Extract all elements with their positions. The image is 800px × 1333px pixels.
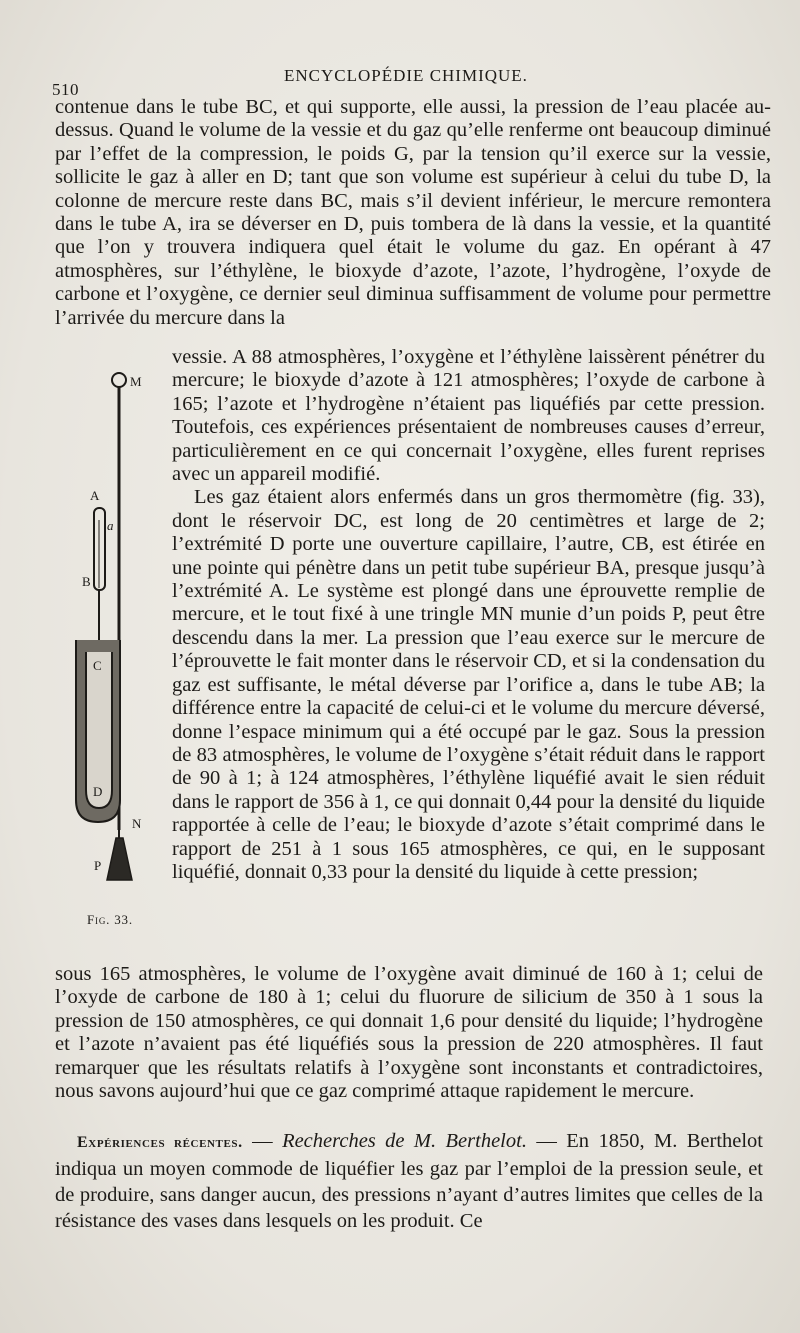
rod-ring: [112, 373, 126, 387]
paragraph-wrap-2: Les gaz étaient alors enfermés dans un gros thermomètre (fig. 33), dont le réservoir DC, est long de 20 centimètres et large de 2; l’extrémité D porte une ouverture capillaire, l’autre, CB, est étirée en une pointe qui pénètre dans un petit tube supérieur BA, presque jusqu’à l’extrémité A. Le système est plongé dans une éprouvette remplie de mercure, et le tout fixé à une tringle MN munie d’un poids P, peut être descendu dans la mer. La pression que l’eau exerce sur le mercure de l’éprouvette le fait monter dans le réservoir CD, et si la condensation du gaz est suffisante, le métal déverse par l’orifice a, dans le tube AB; la différence entre la capacité de celui-ci et le volume du mercure déversé, donne l’espace minimum qui a été occupé par le gaz. Sous la pression de 83 atmosphères, le volume de l’oxygène s’était réduit dans le rapport de 90 à 1; à 124 atmosphères, l’éthylène liquéfié avait le sien réduit dans le rapport de 356 à 1, ce qui donnait 0,44 pour la densité du liquide rapportée à celle de l’eau; le bioxyde d’azote s’était comprimé dans le rapport de 251 à 1 sous 165 atmosphères, ce qui, en le supposant liquéfié, donnait 0,33 pour la densité du liquide à cette pression;: [172, 486, 765, 883]
section-text: En 1850, M. Berthelot indiqua un moyen commode de liquéfier les gaz par l’emploi de la pression seule, et de produire, sans danger aucun, des pressions n’ayant d’autres limites que celles de la résistance des vases dans lesquels on les produit. Ce: [55, 1130, 764, 1232]
section-experiences-recentes: [55, 1128, 763, 1234]
label-d: D: [93, 784, 103, 799]
paragraph-bottom: sous 165 atmosphères, le volume de l’oxygène avait diminué de 160 à 1; celui de l’oxyde de carbone de 180 à 1; celui du fluorure de silicium de 350 à 1 sous la pression de 150 atmosphères, ce qui donnait 1,6 pour densité du liquide; l’hydrogène et l’azote n’avaient pas été liquéfiés sous la pression de 220 atmosphères. Il faut remarquer que les résultats relatifs à l’oxygène sont inconstants et contradictoires, nous savons aujourd’hui que ce gaz comprimé attaque rapidement le mercure.: [55, 963, 763, 1103]
page-header: [52, 62, 772, 99]
weight-p: [107, 838, 132, 880]
section-dash-2: —: [526, 1130, 567, 1152]
section-title: Recherches de M. Berthelot.: [282, 1130, 527, 1152]
label-a-orifice: a: [107, 518, 114, 533]
section-label: Expériences récentes.: [77, 1134, 243, 1151]
paragraph-wrap: [172, 346, 765, 884]
figure-33-thermometer-apparatus: [72, 360, 162, 940]
label-c: C: [93, 658, 102, 673]
paragraph-top: contenue dans le tube BC, et qui supporte, elle aussi, la pression de l’eau placée au-dessus. Quand le volume de la vessie et du gaz qu’elle renferme ont beaucoup diminué par l’effet de la compression, le poids G, par la tension qu’il exerce sur la vessie, sollicite le gaz à aller en D; tant que son volume est supérieur à celui du tube D, la colonne de mercure reste dans BC, mais s’il devient inférieur, le mercure remontera dans le tube A, ira se déverser en D, puis tombera de là dans la vessie, et la quantité que l’on y trouvera indiquera quel était le volume du gaz. En opérant à 47 atmosphères, sur l’éthylène, le bioxyde d’azote, l’azote, l’hydrogène, l’oxyde de carbone et l’oxygène, ce dernier seul diminua suffisamment de volume pour permettre l’arrivée du mercure dans la: [55, 96, 771, 329]
paragraph-wrap-1: vessie. A 88 atmosphères, l’oxygène et l’éthylène laissèrent pénétrer du mercure; le bioxyde d’azote à 121 atmosphères; l’oxyde de carbone à 165; l’azote et l’hydrogène n’étaient pas liquéfiés par cette pression. Toutefois, ces expériences présentaient de nombreuses causes d’erreur, particulièrement en ce qui concernait l’oxygène, elles furent reprises avec un appareil modifié.: [172, 346, 765, 486]
running-head: ENCYCLOPÉDIE CHIMIQUE.: [284, 66, 528, 85]
figure-caption: Fig. 33.: [87, 912, 133, 927]
label-a: A: [90, 488, 100, 503]
label-p: P: [94, 858, 102, 873]
page-number: 510: [52, 80, 79, 99]
label-m: M: [130, 374, 142, 389]
section-dash-1: —: [242, 1130, 283, 1152]
thermometer-diagram: [72, 360, 162, 940]
label-n: N: [132, 816, 142, 831]
label-b: B: [82, 574, 91, 589]
